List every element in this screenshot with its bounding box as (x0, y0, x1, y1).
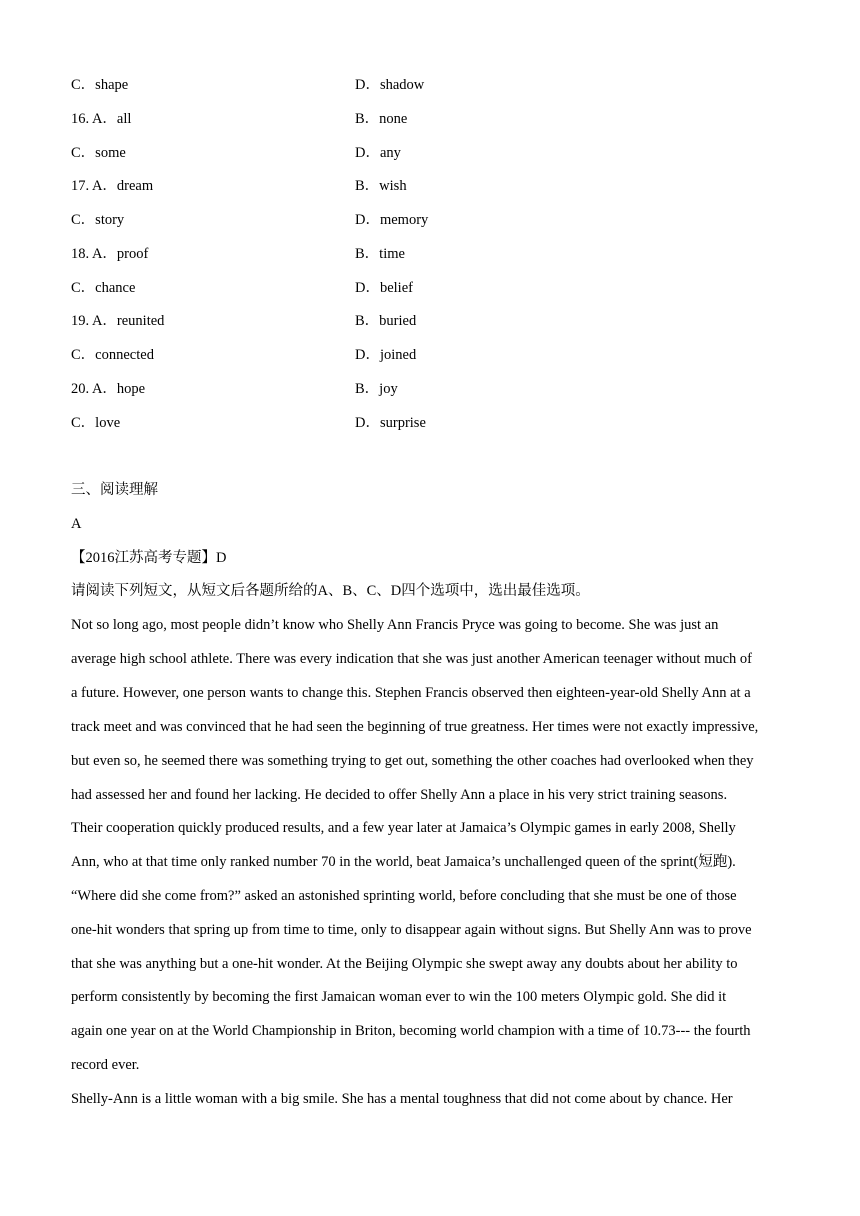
option-right: B．joy (355, 381, 398, 397)
section-title: 三、阅读理解 (71, 482, 158, 498)
option-row (71, 345, 791, 365)
option-right: D．any (355, 145, 401, 161)
option-left: C．some (71, 145, 126, 161)
option-right: D．memory (355, 212, 429, 228)
paragraph-line: Ann, who at that time only ranked number 70 in the world, beat Jamaica’s unchallenged queen of the sprint(短跑). (71, 854, 736, 870)
option-row (71, 176, 791, 196)
option-left: C．shape (71, 77, 129, 93)
option-row (71, 75, 791, 95)
option-left: 20. A．hope (71, 381, 146, 397)
paragraph-line: Not so long ago, most people didn’t know who Shelly Ann Francis Pryce was going to become. She was just an (71, 617, 719, 633)
paragraph-line: again one year on at the World Championship in Briton, becoming world champion with a time of 10.73--- the fourth (71, 1023, 751, 1039)
paragraph-line: average high school athlete. There was every indication that she was just another American teenager without much of (71, 651, 752, 667)
option-left: C．love (71, 415, 121, 431)
paragraph-line: perform consistently by becoming the first Jamaican woman ever to win the 100 meters Olympic gold. She did it (71, 989, 727, 1005)
passage-label: A (71, 516, 82, 532)
option-left: 17. A．dream (71, 178, 154, 194)
option-left: C．story (71, 212, 125, 228)
option-right: D．belief (355, 280, 413, 296)
paragraph-line: that she was anything but a one-hit wonder. At the Beijing Olympic she swept away any doubts about her ability to (71, 956, 738, 972)
option-left: 16. A．all (71, 111, 132, 127)
paragraph-line: record ever. (71, 1057, 140, 1073)
paragraph-line: one-hit wonders that spring up from time to time, only to disappear again without signs. But Shelly Ann was to prove (71, 922, 752, 938)
paragraph-line: Shelly-Ann is a little woman with a big smile. She has a mental toughness that did not come about by chance. Her (71, 1091, 733, 1107)
option-row (71, 210, 791, 230)
option-right: D．surprise (355, 415, 426, 431)
option-right: B．time (355, 246, 405, 262)
option-row (71, 311, 791, 331)
paragraph-line: had assessed her and found her lacking. He decided to offer Shelly Ann a place in his very strict training seasons. (71, 787, 728, 803)
instruction: 请阅读下列短文，从短文后各题所给的A、B、C、D四个选项中，选出最佳选项。 (71, 583, 590, 599)
option-left: C．connected (71, 347, 154, 363)
option-left: C．chance (71, 280, 136, 296)
option-right: B．none (355, 111, 408, 127)
paragraph-line: “Where did she come from?” asked an astonished sprinting world, before concluding that she must be one of those (71, 888, 737, 904)
option-row (71, 379, 791, 399)
option-left: 19. A．reunited (71, 313, 165, 329)
option-row (71, 413, 791, 433)
option-right: D．joined (355, 347, 417, 363)
option-row (71, 143, 791, 163)
option-right: B．wish (355, 178, 407, 194)
paragraph-line: Their cooperation quickly produced results, and a few year later at Jamaica’s Olympic games in early 2008, Shelly (71, 820, 736, 836)
option-right: B．buried (355, 313, 417, 329)
option-right: D．shadow (355, 77, 425, 93)
option-row (71, 244, 791, 264)
option-row (71, 109, 791, 129)
option-left: 18. A．proof (71, 246, 149, 262)
paragraph-line: a future. However, one person wants to change this. Stephen Francis observed then eighteen-year-old Shelly Ann at a (71, 685, 751, 701)
paragraph-line: but even so, he seemed there was something trying to get out, something the other coaches had overlooked when they (71, 753, 754, 769)
paragraph-line: track meet and was convinced that he had seen the beginning of true greatness. Her times were not exactly impressive, (71, 719, 759, 735)
source-tag: 【2016江苏高考专题】D (71, 550, 227, 566)
option-row (71, 278, 791, 298)
